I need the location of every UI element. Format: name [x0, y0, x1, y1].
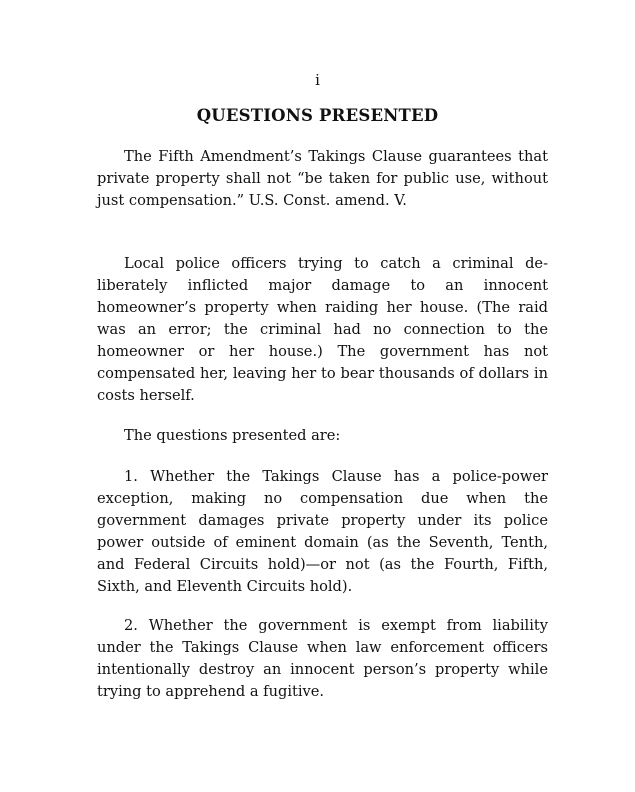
- page-number: i: [315, 71, 320, 89]
- paragraph-facts: Local police officers trying to catch a criminal deliberately inflicted major damage to an innocent homeowner’s property when raiding her house. (The raid was an error; the criminal had no connection to the homeowner or her house.) The government has not compensated her, leaving her to bear thousands of dollars in costs herself.: [97, 255, 548, 404]
- section-heading: QUESTIONS PRESENTED: [196, 106, 439, 125]
- paragraph-question-1: 1. Whether the Takings Clause has a police-power exception, making no compensation due when the government damages private property under its police power outside of eminent domain (as the Seventh, Tenth, and Federal Circuits hold)—or not (as the Fourth, Fifth, Sixth, and Eleventh Circuits hold).: [97, 468, 548, 595]
- paragraph-takings-clause: The Fifth Amendment’s Takings Clause guarantees that private property shall not “be taken for public use, without just compensation.” U.S. Const. amend. V.: [97, 148, 548, 209]
- paragraph-question-2: 2. Whether the government is exempt from liability under the Takings Clause when law enforcement officers intentionally destroy an innocent person’s property while trying to apprehend a fugitive.: [97, 617, 548, 700]
- paragraph-questions-intro: The questions presented are:: [124, 427, 341, 444]
